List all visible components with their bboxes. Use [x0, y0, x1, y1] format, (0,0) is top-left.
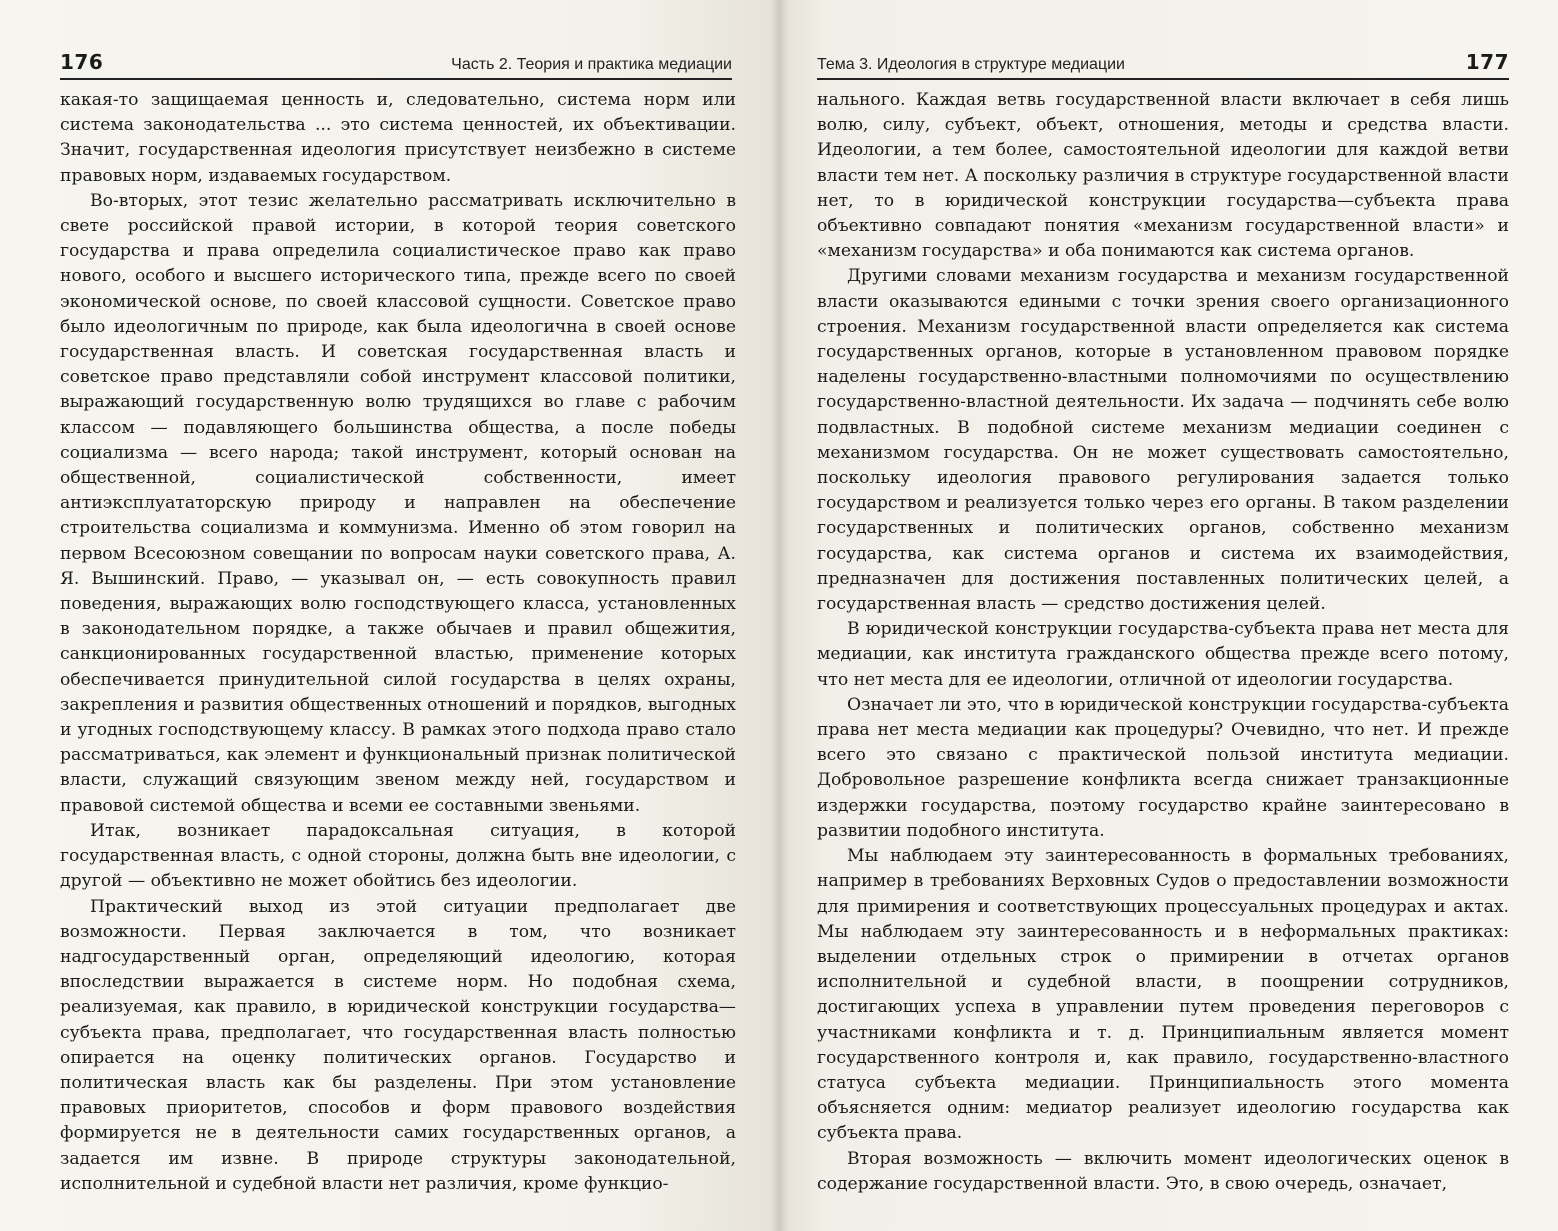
- left-running-head-title: Часть 2. Теория и практика медиации: [451, 56, 732, 73]
- book-gutter-shadow: [770, 0, 788, 1231]
- left-page-number: 176: [60, 50, 104, 74]
- right-page: [779, 0, 1558, 1231]
- left-page-text: [60, 88, 736, 1197]
- right-page-text: [817, 88, 1509, 1197]
- paragraph: Означает ли это, что в юридической конструкции государства-субъекта права нет места медиации как процедуры? Очевидно, что нет. И прежде всего это связано с практической пользой института медиации. Добровольное разрешение конфликта всегда снижает транзакционные издержки государства, поэтому государство крайне заинтересовано в развитии подобного института.: [817, 694, 1509, 841]
- paragraph: Вторая возможность — включить момент идеологических оценок в содержание государственной власти. Это, в свою очередь, означает,: [817, 1148, 1509, 1194]
- paragraph: Практический выход из этой ситуации предполагает две возможности. Первая заключается в том, что возникает надгосударственный орган, определяющий идеологию, которая впоследствии выражается в системе норм. Но подобная схема, реализуемая, как правило, в юридической конструкции государства—субъекта права, предполагает, что государственная власть полностью опирается на оценку политических органов. Государство и политическая власть как бы разделены. При этом установление правовых приоритетов, способов и форм правового воздействия формируется не в деятельности самих государственных органов, а задается им извне. В природе структуры законодательной, исполнительной и судебной власти нет различия, кроме функцио-: [60, 896, 736, 1194]
- paragraph: Другими словами механизм государства и механизм государственной власти оказываются едиными с точки зрения своего организационного строения. Механизм государственной власти определяется как система государственных органов, которые в установленном правовом порядке наделены государственно-властными полномочиями по осуществлению государственно-властной деятельности. Их задача — подчинять себе волю подвластных. В подобной системе механизм медиации соединен с механизмом государства. Он не может существовать самостоятельно, поскольку идеология правового регулирования задается только государством и реализуется только через его органы. В таком разделении государственных и политических органов, собственно механизм государства, как система органов и система их взаимодействия, предназначен для достижения поставленных политических целей, а государственная власть — средство достижения целей.: [817, 266, 1509, 615]
- paragraph: Итак, возникает парадоксальная ситуация, в которой государственная власть, с одной стороны, должна быть вне идеологии, с другой — объективно не может обойтись без идеологии.: [60, 820, 736, 892]
- left-running-head: [60, 46, 732, 80]
- right-running-head-title: Тема 3. Идеология в структуре медиации: [817, 56, 1125, 73]
- right-page-number: 177: [1465, 50, 1509, 74]
- paragraph: Мы наблюдаем эту заинтересованность в формальных требованиях, например в требованиях Верховных Судов о предоставлении возможности для примирения и соответствующих процессуальных процедурах и актах. Мы наблюдаем эту заинтересованность и в неформальных практиках: выделении отдельных строк о примирении в отчетах органов исполнительной и судебной власти, в поощрении сотрудников, достигающих успеха в управлении путем проведения переговоров с участниками конфликта и т. д. Принципиальным является момент государственного контроля и, как правило, государственно-властного статуса субъекта медиации. Принципиальность этого момента объясняется одним: медиатор реализует идеологию государства как субъекта права.: [817, 846, 1509, 1144]
- paragraph: Во-вторых, этот тезис желательно рассматривать исключительно в свете российской правой истории, в которой теория советского государства и права определила социалистическое право как право нового, особого и высшего исторического типа, прежде всего по своей экономической основе, по своей классовой сущности. Советское право было идеологичным по природе, как была идеологична в своей основе государственная власть. И советская государственная власть и советское право представляли собой инструмент классовой политики, выражающий государственную волю трудящихся во главе с рабочим классом — подавляющего большинства общества, а после победы социализма — всего народа; такой инструмент, который основан на общественной, социалистической собственности, имеет антиэксплуататорскую природу и направлен на обеспечение строительства социализма и коммунизма. Именно об этом говорил на первом Всесоюзном совещании по вопросам науки советского права, А. Я. Вышинский. Право, — указывал он, — есть совокупность правил поведения, выражающих волю господствующего класса, установленных в законодательном порядке, а также обычаев и правил общежития, санкционированных государственной властью, применение которых обеспечивается принудительной силой государства в целях охраны, закрепления и развития общественных отношений и порядков, выгодных и угодных господствующему классу. В рамках этого подхода право стало рассматриваться, как элемент и функциональный признак политической власти, служащий связующим звеном между ней, государством и правовой системой общества и всеми ее составными звеньями.: [60, 190, 736, 816]
- right-running-head: [817, 46, 1509, 80]
- paragraph: какая-то защищаемая ценность и, следовательно, система норм или система законодательства ... это система ценностей, их объективации. Значит, государственная идеология присутствует неизбежно в системе правовых норм, издаваемых государством.: [60, 90, 736, 186]
- paragraph: нального. Каждая ветвь государственной власти включает в себя лишь волю, силу, субъект, объект, отношения, методы и средства власти. Идеологии, а тем более, самостоятельной идеологии для каждой ветви власти тем нет. А поскольку различия в структуре государственной власти нет, то в юридической конструкции государства—субъекта права объективно совпадают понятия «механизм государственной власти» и «механизм государства» и оба понимаются как система органов.: [817, 90, 1509, 262]
- paragraph: В юридической конструкции государства-субъекта права нет места для медиации, как института гражданского общества прежде всего потому, что нет места для ее идеологии, отличной от идеологии государства.: [817, 619, 1509, 690]
